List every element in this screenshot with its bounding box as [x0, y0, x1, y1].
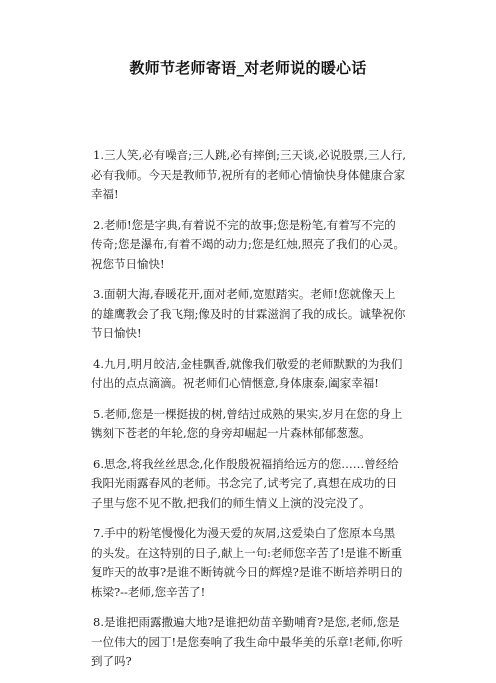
page-title: 教师节老师寄语_对老师说的暖心话: [129, 59, 367, 77]
paragraph-6: 6.思念,将我丝丝思念,化作殷殷祝福捎给远方的您……曾经给我阳光雨露春风的老师。书念完了,试考完了,真想在成功的日子里与您不见不散,把我们的师生情义上演的没完没了。: [91, 456, 399, 510]
paragraph-1: 1.三人笑,必有噪音;三人跳,必有摔倒;三天谈,必说股票,三人行,必有我师。今天是教师节,祝所有的老师心情愉快身体健康合家幸福!: [91, 148, 406, 201]
paragraph-4: 4.九月,明月皎洁,金桂飘香,就像我们敬爱的老师默默的为我们付出的点点滴滴。祝老师们心情惬意,身体康泰,阖家幸福!: [91, 356, 403, 390]
paragraph-8: 8.是谁把雨露撒遍大地?是谁把幼苗辛勤哺育?是您,老师,您是一位伟大的园丁!是您奏响了我生命中最华美的乐章!老师,你听到了吗?: [91, 615, 403, 668]
paragraph-3: 3.面朝大海,春暖花开,面对老师,宽慰踏实。老师!您就像天上的雄鹰教会了我飞翔;像及时的甘霖滋润了我的成长。诚挚祝你节日愉快!: [91, 287, 406, 340]
paragraph-7: 7.手中的粉笔慢慢化为漫天爱的灰屑,这爱染白了您原本乌黑的头发。在这特别的日子,献上一句:老师您辛苦了!是谁不断重复昨天的故事?是谁不断铸就今日的辉煌?是谁不断培养明日的栋梁?--老师,您辛苦了!: [91, 526, 403, 599]
paragraph-2: 2.老师!您是字典,有着说不完的故事;您是粉笔,有着写不完的传奇;您是瀑布,有着不竭的动力;您是红烛,照亮了我们的心灵。祝您节日愉快!: [91, 217, 406, 271]
paragraph-5: 5.老师,您是一棵挺拔的树,曾结过成熟的果实,岁月在您的身上镌刻下苍老的年轮,您的身旁却崛起一片森林郁郁葱葱。: [91, 406, 403, 440]
article-body: [91, 146, 406, 683]
